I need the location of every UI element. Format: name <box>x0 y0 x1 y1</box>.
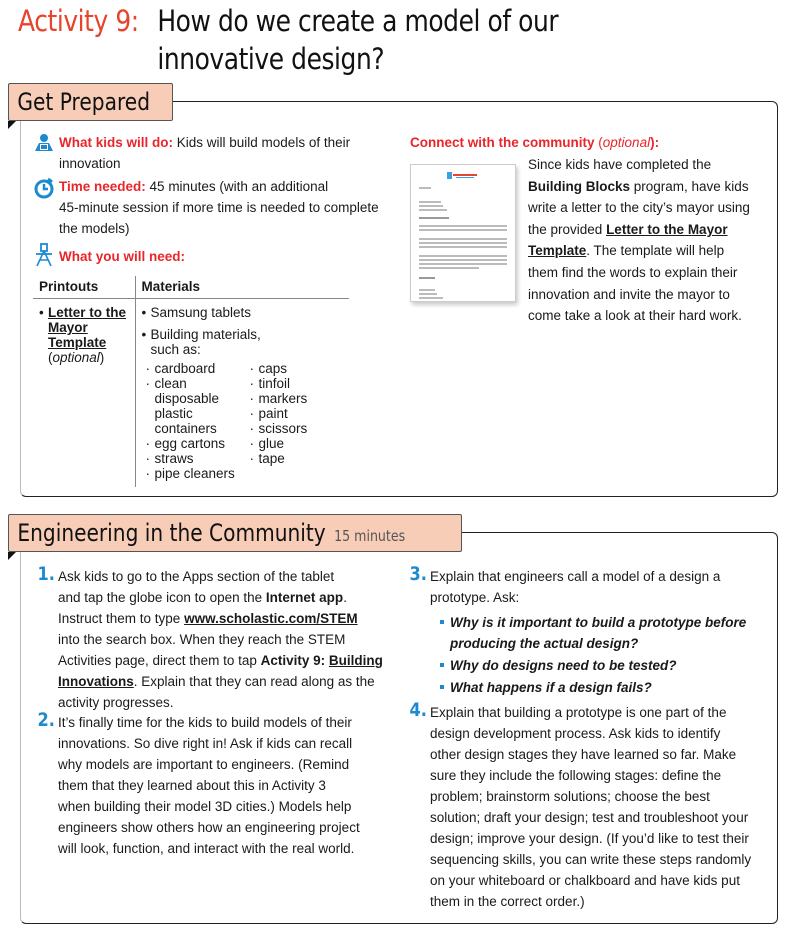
material-sub-item: · egg cartons <box>145 436 226 451</box>
material-sub-item: · scissors <box>249 421 308 436</box>
step-number: 4. <box>409 699 427 721</box>
material-sub-item: · tinfoil <box>249 376 291 391</box>
activity-label: Activity 9: <box>18 4 139 38</box>
letter-template-link[interactable]: Letter to the Mayor Template <box>48 305 127 350</box>
letter-template-link[interactable]: Letter to the Mayor <box>606 221 728 237</box>
link[interactable]: www.scholastic.com/STEM <box>184 611 358 626</box>
printouts-cell <box>33 299 135 488</box>
building-blocks-logo-icon <box>447 172 483 179</box>
tab-fold-decoration <box>8 121 16 129</box>
connect-text: Since kids have completed the Building Blocks program, have kids write a letter to the city’s mayor using the provided Letter to the Mayor Template. The template will help them find the words to explain their innovation and invite the mayor to come take a look at their hard work. <box>528 157 750 324</box>
material-sub-item: · caps <box>249 361 288 376</box>
bullet-square-icon <box>440 663 444 667</box>
material-sub-item: · paint <box>249 406 288 421</box>
letter-to-mayor-thumbnail <box>410 164 516 302</box>
building-materials-list <box>146 361 344 481</box>
step-1: 1. Ask kids to go to the Apps section of the tablet and tap the globe icon to open the Internet app. Instruct them to type www.scholastic.com/STEM into the search box. When they reach the STEM Activities page, direct them to tap Activity 9: Building Innovations. Explain that they can read along as the activity progresses. <box>37 563 383 710</box>
printouts-header: Printouts <box>33 276 135 299</box>
stopwatch-icon <box>33 177 55 199</box>
step-4: 4. Explain that building a prototype is one part of the design development process. Ask kids to identify other design stages they have learned so far. Make sure they include the following stages: define the problem; brainstorm solutions; choose the best solution; draft your design; test and troubleshoot your design; improve your design. (If you’d like to test their sequencing skills, you can write these steps randomly on your whiteboard or chalkboard and have kids put them in the correct order.) <box>409 699 752 909</box>
step-number: 3. <box>409 563 427 585</box>
engineering-tab: Engineering in the Community 15 minutes <box>8 514 462 552</box>
activity-question: How do we create a model of our innovative design? <box>157 4 559 76</box>
material-sub-item: · tape <box>249 451 285 466</box>
get-prepared-tab: Get Prepared <box>8 83 173 121</box>
material-sub-item: · cardboard <box>145 361 216 376</box>
printout-item: • Letter to the Mayor Template (optional) <box>39 305 127 365</box>
tab-fold-decoration <box>8 552 16 560</box>
materials-cell <box>135 299 349 488</box>
time-needed: Time needed: 45 minutes (with an additional 45-minute session if more time is needed to complete the models) <box>59 179 379 236</box>
materials-table <box>33 276 349 487</box>
materials-header: Materials <box>135 276 349 299</box>
step-number: 1. <box>37 563 55 585</box>
material-sub-item: · pipe cleaners <box>145 466 235 481</box>
question-item: Why is it important to build a prototype before producing the actual design? <box>440 612 778 654</box>
material-sub-item: · markers <box>249 391 308 406</box>
step-3: 3. Explain that engineers call a model of a design a prototype. Ask: Why is it important to build a prototype before producing the actual design? Why do designs need to be tested? What happens if a design fails? <box>408 566 778 699</box>
question-item: Why do designs need to be tested? <box>440 655 778 676</box>
material-sub-item: · straws <box>145 451 194 466</box>
material-item: • Samsung tablets <box>141 305 252 320</box>
bullet-square-icon <box>440 620 444 624</box>
bullet-square-icon <box>440 685 444 689</box>
drafting-compass-icon <box>35 243 53 267</box>
material-sub-item: · glue <box>249 436 285 451</box>
material-item: • Building materials, such as: <box>141 327 261 357</box>
step-2: 2. It’s finally time for the kids to build models of their innovations. So dive right in! Ask if kids can recall why models are important to engineers. (Remind them that they learned about this in Activity 3 when building their model 3D cities.) Models help engineers show others how an engineering project will look, function, and interact with the real world. <box>37 709 360 856</box>
question-item: What happens if a design fails? <box>440 677 778 698</box>
link[interactable]: Building <box>328 653 383 668</box>
what-kids-do: What kids will do: Kids will build models of their innovation <box>59 135 351 171</box>
step-number: 2. <box>37 709 55 731</box>
link[interactable]: Innovations <box>58 674 134 689</box>
duration-label: 15 minutes <box>334 527 406 545</box>
kid-at-laptop-icon <box>33 133 55 153</box>
letter-template-link[interactable]: Template <box>528 243 587 259</box>
what-you-need-heading: What you will need: <box>59 249 186 264</box>
question-list <box>440 612 778 698</box>
material-sub-item: · clean disposable plastic containers <box>145 376 220 436</box>
connect-heading: Connect with the community (optional): <box>410 135 660 150</box>
